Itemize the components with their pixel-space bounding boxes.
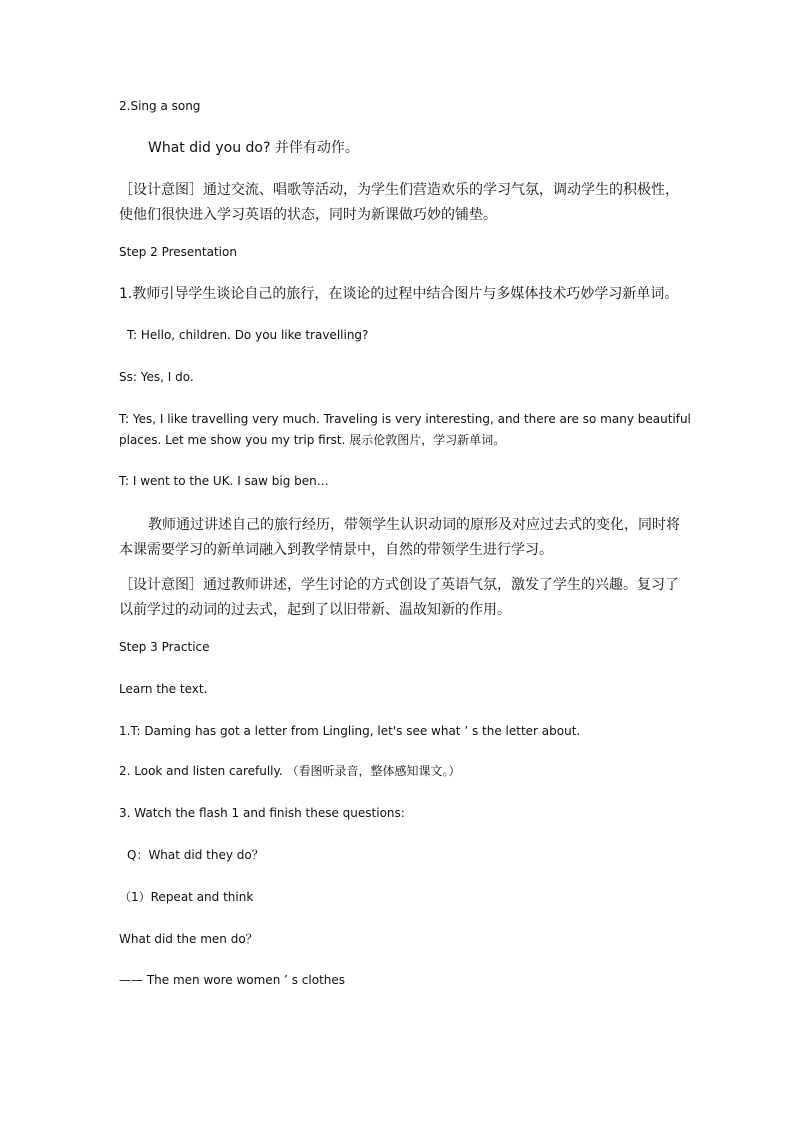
paragraph-line: 以前学过的动词的过去式，起到了以旧带新、温故知新的作用。 [119, 602, 511, 618]
repeat-and-think-line: （1）Repeat and think [119, 890, 254, 904]
teacher-narrative-paragraph [119, 513, 679, 563]
heading-step-2-presentation: Step 2 Presentation [119, 245, 237, 259]
paragraph-line: ［设计意图］通过交流、唱歌等活动，为学生们营造欢乐的学习气氛，调动学生的积极性， [119, 182, 679, 198]
activity-line-1: 1.T: Daming has got a letter from Lingling, let's see what ’ s the letter about. [119, 724, 581, 738]
question-men-line: What did the men do？ [119, 932, 258, 946]
learn-the-text-line: Learn the text. [119, 682, 208, 696]
activity-line-2: 2. Look and listen carefully. （看图听录音，整体感知课文。） [119, 764, 461, 778]
heading-sing-a-song: 2.Sing a song [119, 99, 201, 113]
activity-line-3: 3. Watch the flash 1 and finish these questions: [119, 806, 405, 820]
teacher-guide-paragraph: 1.教师引导学生谈论自己的旅行，在谈论的过程中结合图片与多媒体技术巧妙学习新单词。 [119, 286, 679, 302]
heading-step-3-practice: Step 3 Practice [119, 640, 210, 654]
design-intent-paragraph-1 [119, 178, 679, 228]
song-title-line: What did you do? 并伴有动作。 [148, 140, 359, 156]
paragraph-line: 使他们很快进入学习英语的状态，同时为新课做巧妙的铺垫。 [119, 207, 497, 223]
paragraph-line: 本课需要学习的新单词融入到教学情景中，自然的带领学生进行学习。 [119, 542, 553, 558]
paragraph-line: 教师通过讲述自己的旅行经历，带领学生认识动词的原形及对应过去式的变化，同时将 [148, 517, 680, 533]
dialogue-line-teacher-uk: T: I went to the UK. I saw big ben… [119, 474, 329, 488]
dialogue-line-teacher-hello: T: Hello, children. Do you like travelling? [127, 328, 369, 342]
question-line: Q：What did they do？ [127, 848, 264, 862]
paragraph-line: ［设计意图］通过教师讲述，学生讨论的方式创设了英语气氛，激发了学生的兴趣。复习了 [119, 577, 679, 593]
dialogue-paragraph-teacher-travel [119, 409, 691, 451]
paragraph-line: T: Yes, I like travelling very much. Traveling is very interesting, and there are so many beautiful [119, 412, 691, 426]
dialogue-line-students-yes: Ss: Yes, I do. [119, 370, 194, 384]
answer-men-line: —— The men wore women ’ s clothes [119, 973, 346, 987]
paragraph-line: places. Let me show you my trip first. 展示伦敦图片，学习新单词。 [119, 433, 506, 447]
design-intent-paragraph-2 [119, 573, 679, 623]
